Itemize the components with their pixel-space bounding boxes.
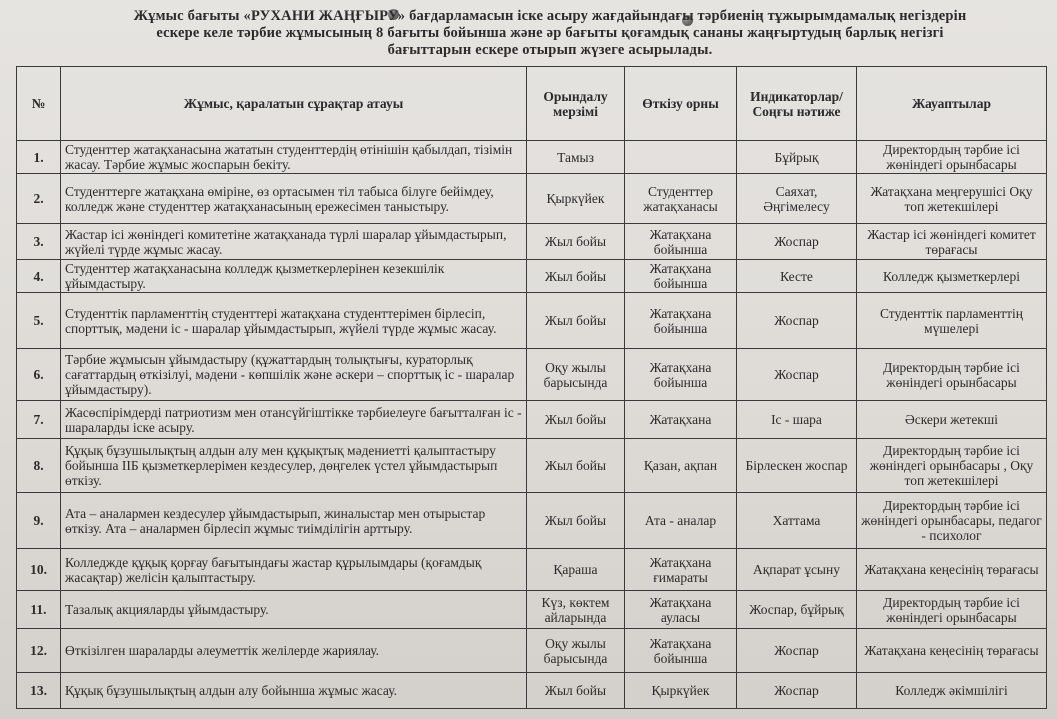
cell-responsible: Колледж қызметкерлері — [857, 260, 1047, 293]
cell-deadline: Күз, көктем айларында — [527, 591, 625, 629]
cell-num: 2. — [17, 174, 61, 224]
cell-responsible: Директордың тәрбие ісі жөніндегі орынбасары, педагог - психолог — [857, 493, 1047, 549]
cell-title: Студенттер жатақханасына колледж қызметкерлерінен кезекшілік ұйымдастыру. — [61, 260, 527, 293]
cell-indicator: Ақпарат ұсыну — [737, 549, 857, 591]
cell-responsible: Жатақхана меңгерушісі Оқу топ жетекшілері — [857, 174, 1047, 224]
cell-place: Жатақхана ғимараты — [625, 549, 737, 591]
cell-responsible: Директордың тәрбие ісі жөніндегі орынбасары — [857, 349, 1047, 401]
cell-responsible: Директордың тәрбие ісі жөніндегі орынбасары — [857, 141, 1047, 174]
cell-title: Жасөспірімдерді патриотизм мен отансүйгіштікке тәрбиелеуге бағытталған іс - шараларды іске асыру. — [61, 401, 527, 439]
cell-place: Жатақхана — [625, 401, 737, 439]
cell-indicator: Жоспар, бұйрық — [737, 591, 857, 629]
cell-place: Жатақхана бойынша — [625, 629, 737, 673]
cell-indicator: Жоспар — [737, 293, 857, 349]
header-indicator: Индикаторлар/ Соңғы нәтиже — [737, 67, 857, 141]
cell-num: 10. — [17, 549, 61, 591]
cell-title: Студенттерге жатақхана өміріне, өз ортасымен тіл табыса білуге бейімдеу, колледж және студенттер жатақханасының ережесімен таныстыру. — [61, 174, 527, 224]
heading-line-1: Жұмыс бағыты «РУХАНИ ЖАҢҒЫРУ» бағдарламасын іске асыру жағдайындағы тәрбиенің тұжырымдамалық негіздерін — [133, 8, 967, 24]
cell-title: Ата – аналармен кездесулер ұйымдастырып, жиналыстар мен отырыстар өткізу. Ата – аналармен бірлесіп жұмыс тиімділігін арттыру. — [61, 493, 527, 549]
cell-deadline: Оқу жылы барысында — [527, 629, 625, 673]
cell-responsible: Жастар ісі жөніндегі комитет төрағасы — [857, 224, 1047, 260]
cell-indicator: Саяхат, Әңгімелесу — [737, 174, 857, 224]
table-row — [17, 260, 1047, 293]
cell-indicator: Бұйрық — [737, 141, 857, 174]
cell-indicator: Жоспар — [737, 673, 857, 709]
cell-num: 7. — [17, 401, 61, 439]
cell-place — [625, 141, 737, 174]
cell-title: Өткізілген шараларды әлеуметтік желілерде жариялау. — [61, 629, 527, 673]
cell-indicator: Бірлескен жоспар — [737, 439, 857, 493]
cell-deadline: Жыл бойы — [527, 493, 625, 549]
cell-title: Студенттік парламенттің студенттері жатақхана студенттерімен бірлесіп, спорттық, мәдени іс - шаралар ұйымдастырып, жүйелі түрде жұмыс жасау. — [61, 293, 527, 349]
cell-deadline: Тамыз — [527, 141, 625, 174]
cell-deadline: Жыл бойы — [527, 673, 625, 709]
cell-deadline: Жыл бойы — [527, 401, 625, 439]
table-row — [17, 673, 1047, 709]
cell-responsible: Студенттік парламенттің мүшелері — [857, 293, 1047, 349]
table-row — [17, 349, 1047, 401]
cell-deadline: Жыл бойы — [527, 439, 625, 493]
cell-deadline: Жыл бойы — [527, 224, 625, 260]
cell-place: Жатақхана бойынша — [625, 349, 737, 401]
table-row — [17, 493, 1047, 549]
cell-num: 6. — [17, 349, 61, 401]
cell-num: 13. — [17, 673, 61, 709]
cell-num: 3. — [17, 224, 61, 260]
cell-num: 4. — [17, 260, 61, 293]
cell-deadline: Жыл бойы — [527, 260, 625, 293]
cell-num: 12. — [17, 629, 61, 673]
cell-title: Тазалық акцияларды ұйымдастыру. — [61, 591, 527, 629]
cell-indicator: Жоспар — [737, 349, 857, 401]
cell-deadline: Қараша — [527, 549, 625, 591]
table-row — [17, 293, 1047, 349]
cell-num: 8. — [17, 439, 61, 493]
cell-title: Тәрбие жұмысын ұйымдастыру (құжаттардың толықтығы, кураторлық сағаттардың өткізілуі, мәдени - көпшілік және әскери – спорттық іс - шаралар ұйымдастыру). — [61, 349, 527, 401]
table-header-row — [17, 67, 1047, 141]
cell-responsible: Әскери жетекші — [857, 401, 1047, 439]
document-heading — [70, 8, 1030, 59]
table-row — [17, 174, 1047, 224]
cell-title: Құқық бұзушылықтың алдын алу бойынша жұмыс жасау. — [61, 673, 527, 709]
cell-indicator: Кесте — [737, 260, 857, 293]
table-row — [17, 549, 1047, 591]
table-row — [17, 439, 1047, 493]
table-row — [17, 401, 1047, 439]
cell-indicator: Іс - шара — [737, 401, 857, 439]
cell-responsible: Директордың тәрбие ісі жөніндегі орынбасары , Оқу топ жетекшілері — [857, 439, 1047, 493]
cell-responsible: Колледж әкімшілігі — [857, 673, 1047, 709]
cell-place: Қазан, ақпан — [625, 439, 737, 493]
cell-responsible: Жатақхана кеңесінің төрағасы — [857, 549, 1047, 591]
heading-line-2: ескере келе тәрбие жұмысының 8 бағыты бойынша және әр бағыты қоғамдық сананы жаңғыртудың барлық негізгі — [156, 25, 944, 41]
cell-deadline: Қыркүйек — [527, 174, 625, 224]
cell-num: 5. — [17, 293, 61, 349]
cell-place: Жатақхана бойынша — [625, 293, 737, 349]
cell-title: Жастар ісі жөніндегі комитетіне жатақханада түрлі шаралар ұйымдастырып, жүйелі түрде жұмыс жасау. — [61, 224, 527, 260]
cell-place: Қыркүйек — [625, 673, 737, 709]
cell-deadline: Жыл бойы — [527, 293, 625, 349]
cell-indicator: Хаттама — [737, 493, 857, 549]
header-deadline: Орындалу мерзімі — [527, 67, 625, 141]
cell-place: Ата - аналар — [625, 493, 737, 549]
table-row — [17, 141, 1047, 174]
header-responsible: Жауаптылар — [857, 67, 1047, 141]
table-row — [17, 591, 1047, 629]
table-row — [17, 224, 1047, 260]
cell-responsible: Директордың тәрбие ісі жөніндегі орынбасары — [857, 591, 1047, 629]
cell-indicator: Жоспар — [737, 629, 857, 673]
cell-title: Құқық бұзушылықтың алдын алу мен құқықтық мәдениетті қалыптастыру бойынша ІІБ қызметкерлерімен кездесулер, дөңгелек үстел ұйымдастырып өткізу. — [61, 439, 527, 493]
cell-place: Жатақхана бойынша — [625, 224, 737, 260]
work-plan-table — [16, 66, 1047, 709]
cell-title: Студенттер жатақханасына жататын студенттердің өтінішін қабылдап, тізімін жасау. Тәрбие жұмыс жоспарын бекіту. — [61, 141, 527, 174]
cell-title: Колледжде құқық қорғау бағытындағы жастар құрылымдары (қоғамдық жасақтар) желісін қалыптастыру. — [61, 549, 527, 591]
cell-place: Жатақхана ауласы — [625, 591, 737, 629]
cell-place: Жатақхана бойынша — [625, 260, 737, 293]
header-title: Жұмыс, қаралатын сұрақтар атауы — [61, 67, 527, 141]
cell-num: 11. — [17, 591, 61, 629]
cell-responsible: Жатақхана кеңесінің төрағасы — [857, 629, 1047, 673]
cell-num: 1. — [17, 141, 61, 174]
header-num: № — [17, 67, 61, 141]
table-row — [17, 629, 1047, 673]
header-place: Өткізу орны — [625, 67, 737, 141]
heading-line-3: бағыттарын ескере отырып жүзеге асырылады. — [387, 42, 713, 58]
cell-indicator: Жоспар — [737, 224, 857, 260]
cell-num: 9. — [17, 493, 61, 549]
cell-deadline: Оқу жылы барысында — [527, 349, 625, 401]
cell-place: Студенттер жатақханасы — [625, 174, 737, 224]
